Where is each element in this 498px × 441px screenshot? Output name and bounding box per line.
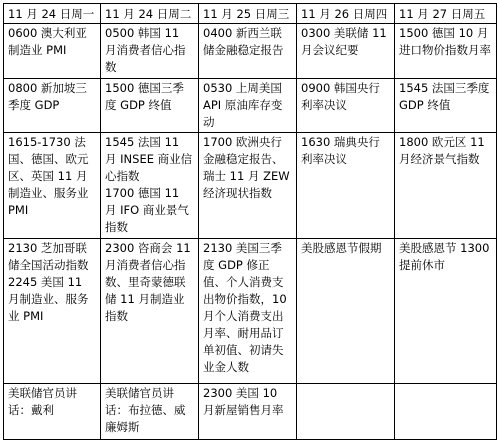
event-text: 2300 美国 10 月新屋销售月率	[203, 386, 284, 417]
event-cell	[297, 79, 395, 133]
event-cell	[297, 239, 395, 384]
event-text: 0600 澳大利亚制造业 PMI	[8, 26, 87, 57]
event-cell	[199, 133, 297, 239]
day-header: 11 月 27 日周五	[395, 4, 497, 24]
event-cell	[101, 384, 199, 440]
event-text: 1700 欧洲央行金融稳定报告、瑞士 11 月 ZEW 经济现状指数	[203, 135, 290, 200]
event-text: 1800 欧元区 11 月经济景气指数	[399, 135, 485, 166]
event-cell	[297, 24, 395, 79]
table-row	[4, 24, 497, 79]
event-text: 美股感恩节 1300 提前休市	[399, 241, 490, 272]
table-row	[4, 239, 497, 384]
event-cell	[4, 79, 101, 133]
event-cell	[395, 133, 497, 239]
event-text: 0800 新加坡三季度 GDP	[8, 81, 87, 112]
event-text: 1545 法国 11 月 INSEE 商业信心指数	[105, 135, 193, 183]
header-row	[4, 4, 497, 24]
day-header: 11 月 26 日周四	[297, 4, 395, 24]
event-cell	[4, 239, 101, 384]
event-cell	[395, 79, 497, 133]
event-cell	[199, 79, 297, 133]
event-cell	[297, 133, 395, 239]
event-text: 2130 美国三季度 GDP 修正值、个人消费支出物价指数，10 月个人消费支出月率、耐用品订单初值、初请失业金人数	[203, 241, 287, 374]
event-text: 美股感恩节假期	[301, 241, 382, 255]
event-text: 1615-1730 法国、德国、欧元区、英国 11 月制造业、服务业 PMI	[8, 135, 89, 217]
event-text: 2130 芝加哥联储全国活动指数	[8, 241, 89, 272]
event-cell	[101, 133, 199, 239]
event-cell	[199, 24, 297, 79]
event-text: 1630 瑞典央行利率决议	[301, 135, 380, 166]
table-row	[4, 133, 497, 239]
event-text: 0900 韩国央行利率决议	[301, 81, 380, 112]
event-cell-empty	[395, 384, 497, 440]
event-text: 0400 新西兰联储金融稳定报告	[203, 26, 284, 57]
event-cell-empty	[297, 384, 395, 440]
event-text: 1500 德国 10 月进口物价指数月率	[399, 26, 491, 57]
event-text: 1500 德国三季度 GDP 终值	[105, 81, 184, 112]
event-text: 美联储官员讲话：戴利	[8, 386, 77, 417]
table-row	[4, 384, 497, 440]
table-row	[4, 79, 497, 133]
event-text: 0500 韩国 11 月消费者信心指数	[105, 26, 186, 74]
day-header: 11 月 25 日周三	[199, 4, 297, 24]
event-cell	[101, 239, 199, 384]
event-text: 0530 上周美国 API 原油库存变动	[203, 81, 283, 129]
event-cell	[4, 133, 101, 239]
day-header: 11 月 24 日周一	[4, 4, 101, 24]
event-text: 1700 德国 11 月 IFO 商业景气指数	[105, 186, 189, 234]
event-cell	[199, 384, 297, 440]
event-cell	[395, 24, 497, 79]
event-text: 0300 美联储 11 月会议纪要	[301, 26, 387, 57]
event-cell	[4, 24, 101, 79]
event-cell	[395, 239, 497, 384]
event-text: 2300 咨商会 11 月消费者信心指数、里奇蒙德联储 11 月制造业指数	[105, 241, 191, 323]
economic-calendar-table	[3, 3, 497, 440]
event-text: 美联储官员讲话：布拉德、威廉姆斯	[105, 386, 186, 434]
event-text: 1545 法国三季度 GDP 终值	[399, 81, 490, 112]
event-cell	[199, 239, 297, 384]
day-header: 11 月 24 日周二	[101, 4, 199, 24]
event-text: 2245 美国 11 月制造业、服务业 PMI	[8, 275, 89, 323]
event-cell	[101, 24, 199, 79]
event-cell	[101, 79, 199, 133]
event-cell	[4, 384, 101, 440]
